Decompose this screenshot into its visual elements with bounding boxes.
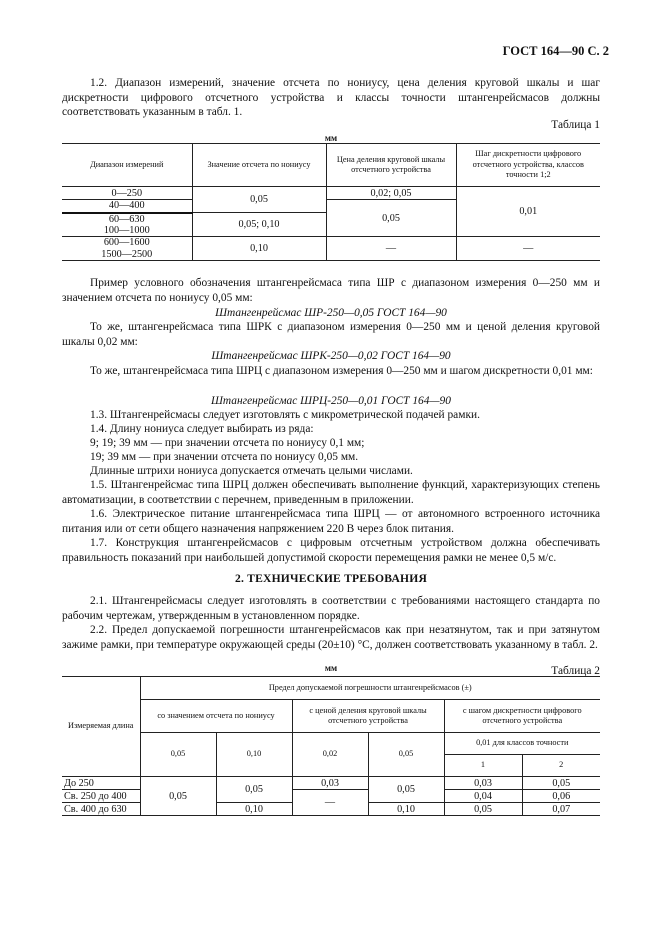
- t1-header-dial: Цена деления круговой шкалы отсчетного устройства: [326, 144, 456, 187]
- t2-class1-cell: 0,04: [444, 790, 522, 803]
- paragraph-2-1: 2.1. Штангенрейсмасы следует изготовлять в соответствии с требованиями настоящего стандарта по рабочим чертежам, утвержденным в установленном порядке.: [62, 595, 600, 622]
- section-2-title: 2. ТЕХНИЧЕСКИЕ ТРЕБОВАНИЯ: [234, 572, 428, 585]
- t2-header-v1: 0,05: [140, 733, 216, 777]
- table-2: [62, 676, 600, 816]
- paragraph-1-2: 1.2. Диапазон измерений, значение отсчета по нониусу, цена деления круговой шкалы и шаг дискретности цифрового отсчетного устройства и классы точности штангенрейсмасов должны соответствовать указанным в табл. 1.: [62, 77, 600, 119]
- table1-label: Таблица 1: [551, 119, 600, 131]
- t2-class1-cell: 0,03: [444, 777, 522, 790]
- formula-2: Штангенрейсмас ШРК-250—0,02 ГОСТ 164—90: [211, 350, 451, 362]
- t1-step-cell: —: [456, 237, 600, 261]
- t2-v2-cell: 0,05: [216, 777, 292, 803]
- t2-header-d1: 0,02: [292, 733, 368, 777]
- t2-length-cell: Св. 250 до 400: [62, 790, 140, 803]
- t2-class2-cell: 0,06: [522, 790, 600, 803]
- t1-step-cell: 0,01: [456, 187, 600, 237]
- t1-header-range: Диапазон измерений: [62, 144, 192, 187]
- t1-reading-cell: 0,05; 0,10: [192, 213, 326, 237]
- paragraph-1-6: 1.6. Электрическое питание штангенрейсмаса типа ШРЦ — от автономного встроенного источника питания или от сети общего назначения напряжением 220 В через блок питания.: [62, 508, 600, 535]
- formula-1: Штангенрейсмас ШР-250—0,05 ГОСТ 164—90: [215, 307, 447, 319]
- table2-unit: мм: [324, 663, 338, 673]
- page-header: ГОСТ 164—90 С. 2: [502, 44, 609, 58]
- t2-header-v2: 0,10: [216, 733, 292, 777]
- paragraph-1-4a: 9; 19; 39 мм — при значении отсчета по нониусу 0,1 мм;: [90, 437, 365, 449]
- table1-unit: мм: [324, 133, 338, 143]
- t1-range-cell: 600—1600: [62, 237, 192, 249]
- t2-d2-cell: 0,05: [368, 777, 444, 803]
- paragraph-1-4b: 19; 39 мм — при значении отсчета по нониусу 0,05 мм.: [90, 451, 359, 463]
- table2-label: Таблица 2: [551, 665, 600, 677]
- paragraph-1-5: 1.5. Штангенрейсмас типа ШРЦ должен обеспечивать выполнение функций, характеризующих степень автоматизации, в соответствии с перечнем, приведенным в приложении.: [62, 479, 600, 506]
- example-2: То же, штангенрейсмаса типа ШРК с диапазоном измерения 0—250 мм и ценой деления круговой шкалы 0,02 мм:: [62, 321, 600, 348]
- t2-header-digital-classes: 0,01 для классов точности: [444, 733, 600, 755]
- t2-length-cell: Св. 400 до 630: [62, 803, 140, 816]
- t2-header-class-2: 2: [522, 755, 600, 777]
- t1-dial-cell: 0,05: [326, 200, 456, 237]
- t2-d1-cell: 0,03: [292, 777, 368, 790]
- t2-v1-cell: 0,05: [140, 777, 216, 816]
- paragraph-2-2: 2.2. Предел допускаемой погрешности штангенрейсмасов как при незатянутом, так и при затянутом зажиме рамки, при температуре окружающей среды (20±10) °С, должен соответствовать указанному в табл. 2.: [62, 624, 600, 651]
- table-1: [62, 143, 600, 261]
- paragraph-1-7: 1.7. Конструкция штангенрейсмасов с цифровым отсчетным устройством должна обеспечивать правильность показаний при наибольшей допустимой скорости перемещения рамки не менее 0,5 м/с.: [62, 537, 600, 564]
- t2-class1-cell: 0,05: [444, 803, 522, 816]
- t2-v2-cell: 0,10: [216, 803, 292, 816]
- t1-range-cell: 40—400: [62, 200, 192, 213]
- formula-3: Штангенрейсмас ШРЦ-250—0,01 ГОСТ 164—90: [211, 395, 451, 407]
- t2-length-cell: До 250: [62, 777, 140, 790]
- t2-d1-cell: —: [292, 790, 368, 816]
- t1-reading-cell: 0,10: [192, 237, 326, 261]
- paragraph-1-3: 1.3. Штангенрейсмасы следует изготовлять с микрометрической подачей рамки.: [90, 409, 480, 421]
- example-1: Пример условного обозначения штангенрейсмаса типа ШР с диапазоном измерения 0—250 мм и значением отсчета по нониусу 0,05 мм:: [62, 277, 600, 304]
- t2-d2-cell: 0,10: [368, 803, 444, 816]
- t1-range-cell: 60—630: [62, 213, 192, 225]
- t2-class2-cell: 0,07: [522, 803, 600, 816]
- t2-header-class-1: 1: [444, 755, 522, 777]
- t1-range-cell: 0—250: [62, 187, 192, 200]
- t2-class2-cell: 0,05: [522, 777, 600, 790]
- t2-header-vernier: со значением отсчета по нониусу: [140, 700, 292, 733]
- paragraph-1-4: 1.4. Длину нониуса следует выбирать из ряда:: [90, 423, 314, 435]
- t1-header-reading: Значение отсчета по нониусу: [192, 144, 326, 187]
- t2-header-digital: с шагом дискретности цифрового отсчетного устройства: [444, 700, 600, 733]
- t1-range-cell: 1500—2500: [62, 249, 192, 261]
- t2-header-main: Предел допускаемой погрешности штангенрейсмасов (±): [140, 677, 600, 700]
- t1-header-step: Шаг дискретности цифрового отсчетного устройства, классов точности 1;2: [456, 144, 600, 187]
- t2-header-dial: с ценой деления круговой шкалы отсчетного устройства: [292, 700, 444, 733]
- example-3: То же, штангенрейсмаса типа ШРЦ с диапазоном измерения 0—250 мм и шагом дискретности 0,01 мм:: [90, 365, 593, 377]
- t2-header-d2: 0,05: [368, 733, 444, 777]
- t2-header-length: Измеряемая длина: [62, 677, 140, 777]
- t1-dial-cell: 0,02; 0,05: [326, 187, 456, 200]
- t1-reading-cell: 0,05: [192, 187, 326, 213]
- t1-range-cell: 100—1000: [62, 225, 192, 237]
- t1-dial-cell: —: [326, 237, 456, 261]
- paragraph-1-4c: Длинные штрихи нониуса допускается отмечать целыми числами.: [90, 465, 413, 477]
